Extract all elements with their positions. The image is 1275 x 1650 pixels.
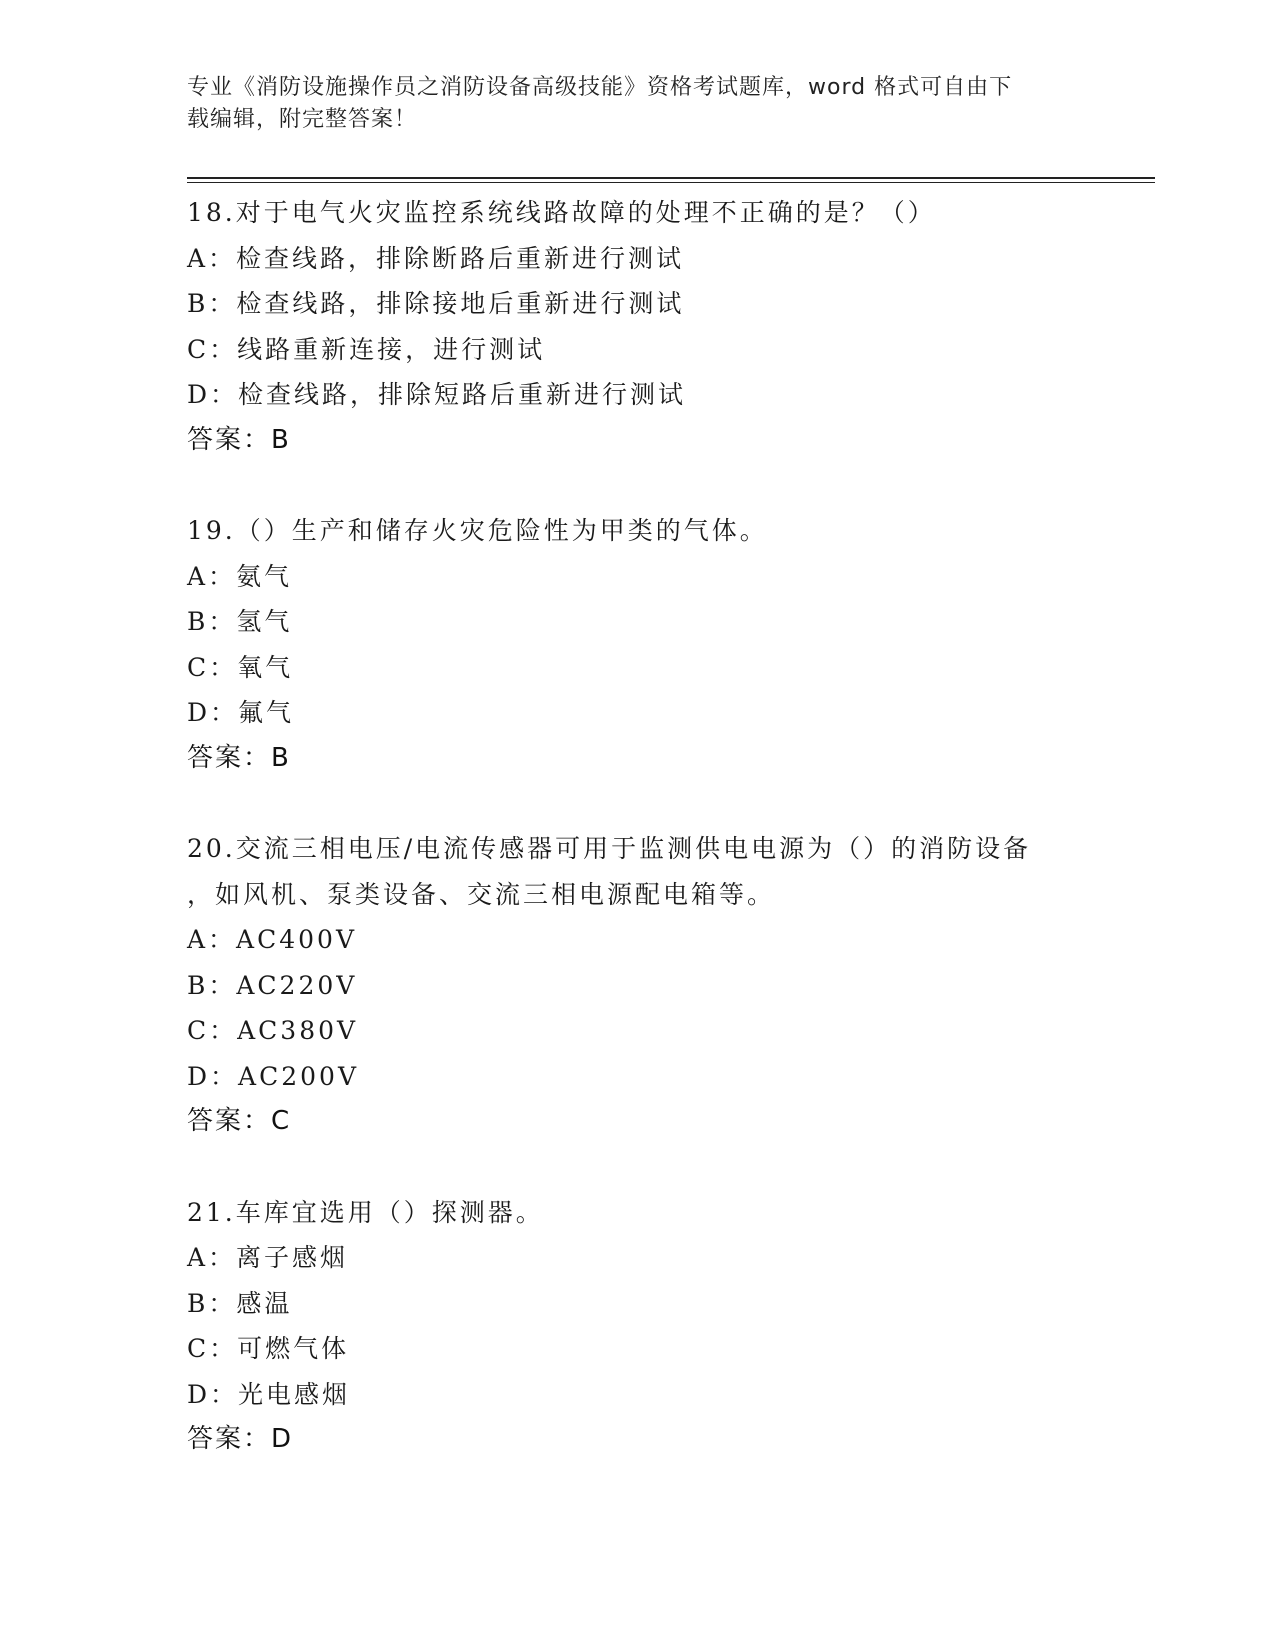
option-a: A：离子感烟 — [187, 1243, 349, 1272]
header-line-2: 载编辑，附完整答案！ — [187, 107, 418, 132]
question-18 — [187, 190, 1087, 463]
option-c: C：AC380V — [187, 1016, 359, 1045]
option-a: A：检查线路，排除断路后重新进行测试 — [187, 243, 685, 273]
header-divider-thin — [187, 182, 1155, 183]
question-stem — [187, 508, 1087, 554]
option-d: D：检查线路，排除短路后重新进行测试 — [187, 380, 687, 409]
question-stem-line: 21.车库宜选用（）探测器。 — [187, 1197, 544, 1227]
option-b: B：AC220V — [187, 970, 358, 1000]
header-line-1: 专业《消防设施操作员之消防设备高级技能》资格考试题库，word 格式可自由下 — [187, 75, 1013, 100]
question-stem-line: ，如风机、泵类设备、交流三相电源配电箱等。 — [187, 879, 776, 909]
question-21 — [187, 1190, 1087, 1463]
answer-line: 答案：B — [187, 742, 291, 773]
question-stem-line: 18.对于电气火灾监控系统线路故障的处理不正确的是？（） — [187, 198, 936, 227]
option-b: B：检查线路，排除接地后重新进行测试 — [187, 289, 685, 318]
option-d: D：AC200V — [187, 1061, 359, 1091]
option-b: B：感温 — [187, 1288, 293, 1318]
answer-line: 答案：C — [187, 1106, 292, 1136]
option-d: D：光电感烟 — [187, 1379, 351, 1409]
question-20 — [187, 826, 1087, 1145]
option-a: A：AC400V — [187, 925, 358, 954]
answer-line: 答案：B — [187, 424, 291, 455]
option-a: A：氨气 — [187, 561, 293, 591]
question-19 — [187, 508, 1087, 781]
document-header — [187, 72, 1067, 136]
question-stem-line: 20.交流三相电压/电流传感器可用于监测供电电源为（）的消防设备 — [187, 834, 1032, 863]
option-c: C：可燃气体 — [187, 1334, 350, 1363]
option-c: C：线路重新连接，进行测试 — [187, 334, 546, 364]
question-stem — [187, 826, 1087, 917]
answer-line: 答案：D — [187, 1424, 294, 1454]
option-d: D：氟气 — [187, 698, 295, 727]
question-stem — [187, 190, 1087, 236]
option-c: C：氧气 — [187, 652, 294, 682]
question-stem-line: 19.（）生产和储存火灾危险性为甲类的气体。 — [187, 516, 768, 545]
option-b: B：氢气 — [187, 607, 293, 636]
question-stem — [187, 1190, 1087, 1236]
header-divider-thick — [187, 177, 1155, 179]
question-list — [187, 190, 1087, 1508]
